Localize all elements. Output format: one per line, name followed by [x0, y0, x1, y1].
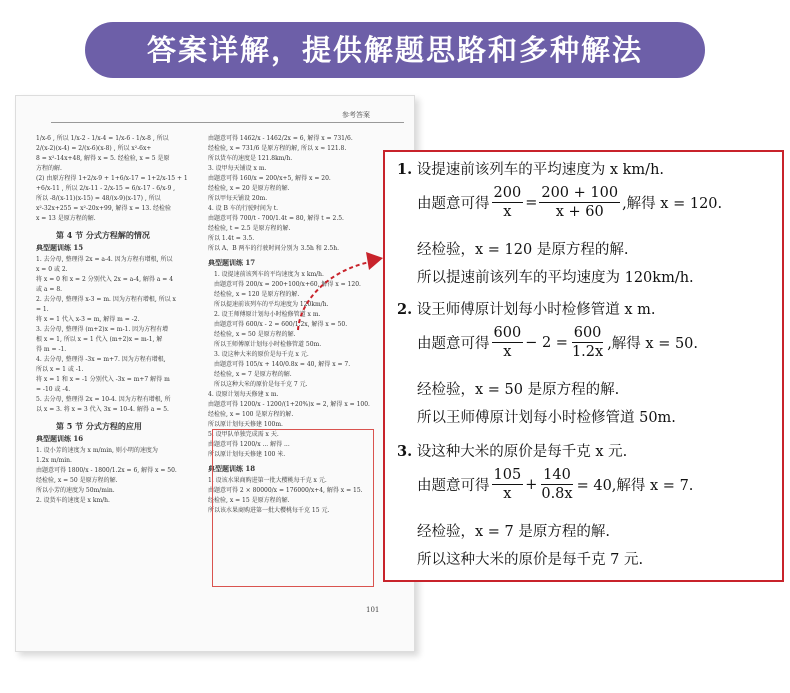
answer-line: 所以甲每天铺设 20m.: [208, 195, 268, 202]
answer-line: 2. 去分母, 整理得 x-3 = m. 因为方程有增根, 所以 x: [36, 296, 176, 303]
problem-1-answer: 所以提速前该列车的平均速度为 120km/h.: [417, 270, 694, 286]
page-header: 参考答案: [342, 111, 370, 119]
answer-line: 经检验, x = 15 是原方程的解.: [208, 497, 290, 504]
answer-line: 经检验, x = 50 是原方程的解.: [36, 477, 118, 484]
answer-line: 4. 设 B 车的行驶时间为 t.: [208, 205, 279, 212]
answer-line: 3. 设甲每天铺设 x m.: [208, 165, 267, 172]
answer-line: = -10 或 -4.: [36, 386, 71, 393]
answer-line: 经检验, x = 100 是原方程的解.: [208, 411, 294, 418]
answer-line: 或 a = 8.: [36, 286, 63, 293]
answer-line: 1.2x m/min.: [36, 457, 72, 464]
answer-line: 3. 去分母, 整理得 (m+2)x = m-1. 因为方程有增: [36, 326, 169, 333]
answer-line: 1. 设提速前该列车的平均速度为 x km/h.: [214, 271, 324, 278]
left-column: [36, 134, 211, 506]
answer-line: 5. 设甲队单独完成需 x 天.: [208, 431, 279, 438]
answer-line: 所以 A、B 两车的行驶时间分别为 3.5h 和 2.5h.: [208, 245, 339, 252]
fraction: $\frac{105}{x}$: [493, 467, 522, 502]
fraction: $\frac{600}{1.2x}$: [571, 325, 604, 360]
answer-line: 得 m = -1.: [36, 346, 67, 353]
answer-line: = 1.: [36, 306, 49, 313]
answer-line: 经检验, x = 120 是原方程的解.: [214, 291, 300, 298]
exercise-title-18: 典型题训练 18: [208, 464, 256, 473]
answer-line: 由题意可得 600/x - 2 = 600/1.2x, 解得 x = 50.: [214, 321, 348, 328]
problem-2-answer: 所以王师傅原计划每小时检修管道 50m.: [417, 410, 676, 426]
answer-line: 2. 设王师傅原计划每小时检修管道 x m.: [214, 311, 321, 318]
answer-line: 经检验, x = 731/6 是原方程的解, 所以 x ≈ 121.8.: [208, 145, 347, 152]
section-title-4: 第 4 节 分式方程解的情况: [56, 230, 150, 240]
answer-line: 所以提速前该列车的平均速度为 120km/h.: [214, 301, 329, 308]
answer-line: x²-32x+255 = x²-20x+99, 解得 x = 13. 经检验: [36, 205, 172, 212]
answer-line: 由题意可得 1200/x ... 解得 ...: [208, 441, 290, 448]
answer-line: 4. 设原计划每天修建 x m.: [208, 391, 279, 398]
zoomed-answer-box: [383, 150, 784, 582]
problem-3-answer: 所以这种大米的原价是每千克 7 元.: [417, 552, 644, 568]
answer-line: 3. 设这种大米的原价是每千克 x 元.: [214, 351, 309, 358]
fraction: $\frac{600}{x}$: [493, 325, 522, 360]
problem-2-check: 经检验，x = 50 是原方程的解.: [417, 382, 620, 398]
problem-2-equation: 由题意可得 $\frac{600}{x}$ − 2 = $\frac{600}{1.2x}$ ,解得 x = 50.: [417, 325, 699, 360]
answer-line: 所以原计划每天修建 100 米.: [208, 451, 286, 458]
answer-line: 由题意可得 1200/x - 1200/(1+20%)x = 2, 解得 x = 100.: [208, 401, 370, 408]
answer-line: 1. 去分母, 整理得 2x = a-4. 因为方程有增根, 所以: [36, 256, 173, 263]
answer-line: 1. 设该水果商购进第一批大樱桃每千克 x 元.: [208, 477, 327, 484]
answer-line: 4. 去分母, 整理得 -3x = m+7. 因为方程有增根,: [36, 356, 166, 363]
answer-line: 所以该水果商购进第一批大樱桃每千克 15 元.: [208, 507, 330, 514]
answer-line: 以 x = 3. 将 x = 3 代入 3x = 10-4. 解得 a = 5.: [36, 406, 169, 413]
answer-line: 所以 1.4t = 3.5.: [208, 235, 255, 242]
answer-line: 由题意可得 200/x = 200+100/x+60, 解得 x = 120.: [214, 281, 361, 288]
answer-line: 2. 设货车的速度是 x km/h.: [36, 497, 110, 504]
problem-1-check: 经检验，x = 120 是原方程的解.: [417, 242, 629, 258]
answer-line: 将 x = 0 和 x = 2 分别代入 2x = a-4, 解得 a = 4: [36, 276, 174, 283]
answer-line: 经检验, x = 7 是原方程的解.: [214, 371, 292, 378]
answer-line: 2/(x-2)(x-4) = 2/(x-6)(x-8) , 所以 x²-6x+: [36, 145, 152, 152]
answer-line: 所以小芳的速度为 50m/min.: [36, 487, 115, 494]
answer-line: 由题意可得 2 × 80000/x = 176000/x+4, 解得 x = 15.: [208, 487, 363, 494]
answer-line: x = 0 或 2.: [36, 266, 68, 273]
problem-2-setup: 2. 设王师傅原计划每小时检修管道 x m.: [397, 301, 656, 318]
problem-1-equation: 由题意可得 $\frac{200}{x}$ = $\frac{200 + 100}{x + 60}$ ,解得 x = 120.: [417, 185, 723, 220]
answer-line: 由题意可得 1800/x - 1800/1.2x = 6, 解得 x = 50.: [36, 467, 177, 474]
answer-line: 由题意可得 105/x + 140/0.8x = 40, 解得 x = 7.: [214, 361, 351, 368]
answer-line: 所以 x = 1 或 -1.: [36, 366, 84, 373]
answer-line: 将 x = 1 代入 x-3 = m, 解得 m = -2.: [36, 316, 140, 323]
problem-3-check: 经检验，x = 7 是原方程的解.: [417, 524, 610, 540]
fraction: $\frac{200}{x}$: [493, 185, 522, 220]
answer-line: 经检验, x = 20 是原方程的解.: [208, 185, 290, 192]
section-title-5: 第 5 节 分式方程的应用: [56, 421, 142, 431]
book-page: [15, 95, 415, 652]
answer-line: 所以货车的速度是 121.8km/h.: [208, 155, 293, 162]
answer-line: 所以这种大米的原价是每千克 7 元.: [214, 381, 308, 388]
answer-line: 所以原计划每天修建 100m.: [208, 421, 283, 428]
problem-1-setup: 1. 设提速前该列车的平均速度为 x km/h.: [397, 161, 665, 178]
fraction: $\frac{200 + 100}{x + 60}$: [541, 185, 619, 220]
answer-line: 由题意可得 160/x = 200/x+5, 解得 x = 20.: [208, 175, 331, 182]
page-number: 101: [366, 606, 380, 614]
answer-line: 经检验, x = 50 是原方程的解.: [214, 331, 296, 338]
answer-line: 由题意可得 1462/x - 1462/2x = 6, 解得 x = 731/6.: [208, 135, 353, 142]
title-banner: 答案详解，提供解题思路和多种解法: [85, 22, 705, 78]
fraction: $\frac{140}{0.8x}$: [541, 467, 573, 502]
problem-3-setup: 3. 设这种大米的原价是每千克 x 元.: [397, 443, 628, 460]
highlight-box-small: [212, 429, 374, 587]
answer-line: 所以王师傅原计划每小时检修管道 50m.: [214, 341, 322, 348]
answer-line: 8 = x²-14x+48, 解得 x = 5. 经检验, x = 5 是原: [36, 155, 170, 162]
answer-line: 由题意可得 700/t - 700/1.4t = 80, 解得 t = 2.5.: [208, 215, 344, 222]
answer-line: 5. 去分母, 整理得 2x = 10-4. 因为方程有增根, 所: [36, 396, 171, 403]
answer-line: 经检验, t = 2.5 是原方程的解.: [208, 225, 291, 232]
answer-line: 方程的解.: [36, 165, 62, 172]
answer-line: 将 x = 1 和 x = -1 分别代入 -3x = m+7 解得 m: [36, 376, 170, 383]
answer-line: 1/x-6 , 所以 1/x-2 - 1/x-4 = 1/x-6 - 1/x-8 , 所以: [36, 135, 169, 142]
exercise-title-17: 典型题训练 17: [208, 258, 256, 267]
answer-line: (2) 由原方程得 1+2/x-9 + 1+6/x-17 = 1+2/x-15 + 1: [36, 175, 188, 182]
answer-line: x = 13 是原方程的解.: [36, 215, 96, 222]
answer-line: 所以 -8/(x-11)(x-15) = 48/(x-9)(x-17) , 所以: [36, 195, 161, 202]
answer-line: +6/x-11 , 所以 2/x-11 - 2/x-15 = 6/x-17 - 6/x-9 ,: [36, 185, 176, 192]
exercise-title-16: 典型题训练 16: [36, 434, 84, 443]
exercise-title-15: 典型题训练 15: [36, 243, 84, 252]
answer-line: 根 x = 1, 所以 x = 1 代入 (m+2)x = m-1, 解: [36, 336, 163, 343]
header-rule: [51, 122, 404, 123]
answer-line: 1. 设小芳的速度为 x m/min, 则小明的速度为: [36, 447, 158, 454]
problem-3-equation: 由题意可得 $\frac{105}{x}$ + $\frac{140}{0.8x}$ = 40,解得 x = 7.: [417, 467, 694, 502]
